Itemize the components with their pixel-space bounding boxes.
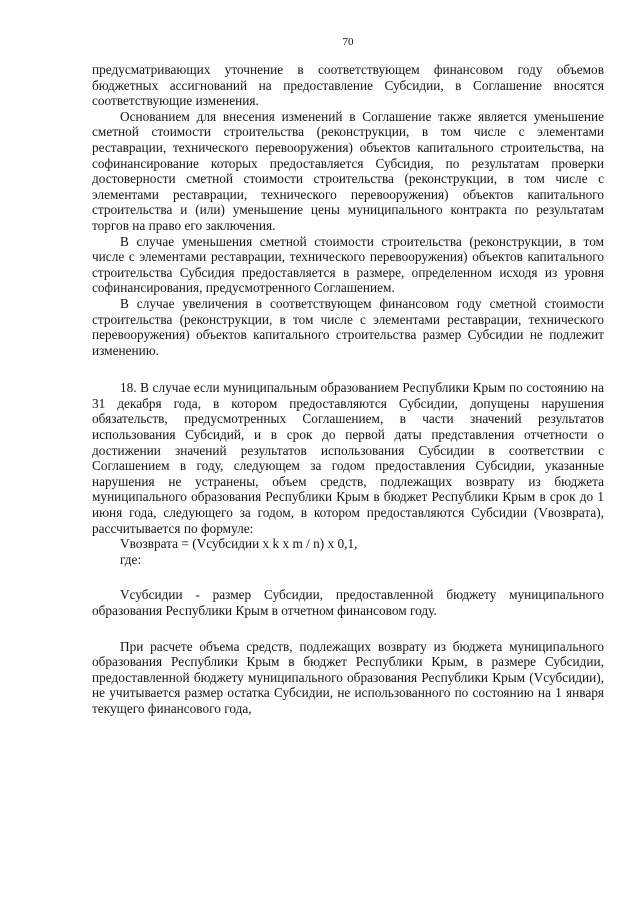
document-page — [92, 0, 604, 905]
paragraph-cost-increase: В случае увеличения в соответствующем финансовом году сметной стоимости строительства (реконструкции, в том числе с элементами реставрации, технического перевооружения) объектов капитального строительства размер Субсидии не подлежит изменению. — [92, 295, 604, 358]
paragraph-calculation-note: При расчете объема средств, подлежащих возврату из бюджета муниципального образования Республики Крым в бюджет Республики Крым, в размере Субсидии, предоставленной бюджету муниципального образования Республики Крым (Vсубсидии), не учитывается размер остатка Субсидии, не использованного по состоянию на 1 января текущего финансового года, — [92, 638, 604, 716]
formula-v-return: Vвозврата = (Vсубсидии х k х m / n) х 0,1, — [120, 536, 358, 552]
paragraph-grounds-for-changes: Основанием для внесения изменений в Соглашение также является уменьшение сметной стоимости строительства (реконструкции, в том числе с элементами реставрации, технического перевооружения) объектов капитального строительства, на софинансирование которых предоставляется Субсидия, по результатам проверки достоверности сметной стоимости строительства (реконструкции, в том числе с элементами реставрации, технического перевооружения) объектов капитального строительства и (или) уменьшение цены муниципального контракта по результатам торгов на право его заключения. — [92, 108, 604, 233]
paragraph-cost-decrease: В случае уменьшения сметной стоимости строительства (реконструкции, в том числе с элементами реставрации, технического перевооружения) объектов капитального строительства Субсидия предоставляется в размере, определенном исходя из уровня софинансирования, предусмотренного Соглашением. — [92, 233, 604, 296]
formula-where-label: где: — [120, 551, 142, 567]
paragraph-item-18: 18. В случае если муниципальным образованием Республики Крым по состоянию на 31 декабря года, в котором предоставляются Субсидии, допущены нарушения обязательств, предусмотренных Соглашением, в части значений результатов использования Субсидий, и в срок до первой даты представления отчетности о достижении значений результатов использования Субсидии в соответствии с Соглашением в году, следующем за годом предоставления Субсидии, указанные нарушения не устранены, объем средств, подлежащих возврату из бюджета муниципального образования Республики Крым в бюджет Республики Крым в срок до 1 июня года, следующего за годом, в котором предоставляются Субсидии (Vвозврата), рассчитывается по формуле: — [92, 380, 604, 536]
paragraph-continuation: предусматривающих уточнение в соответствующем финансовом году объемов бюджетных ассигнований на предоставление Субсидии, в Соглашение вносятся соответствующие изменения. — [92, 62, 604, 109]
page-number: 70 — [342, 36, 354, 48]
paragraph-v-subsidy-definition: Vсубсидии - размер Субсидии, предоставленной бюджету муниципального образования Республики Крым в отчетном финансовом году. — [92, 587, 604, 618]
document-body — [92, 62, 604, 717]
